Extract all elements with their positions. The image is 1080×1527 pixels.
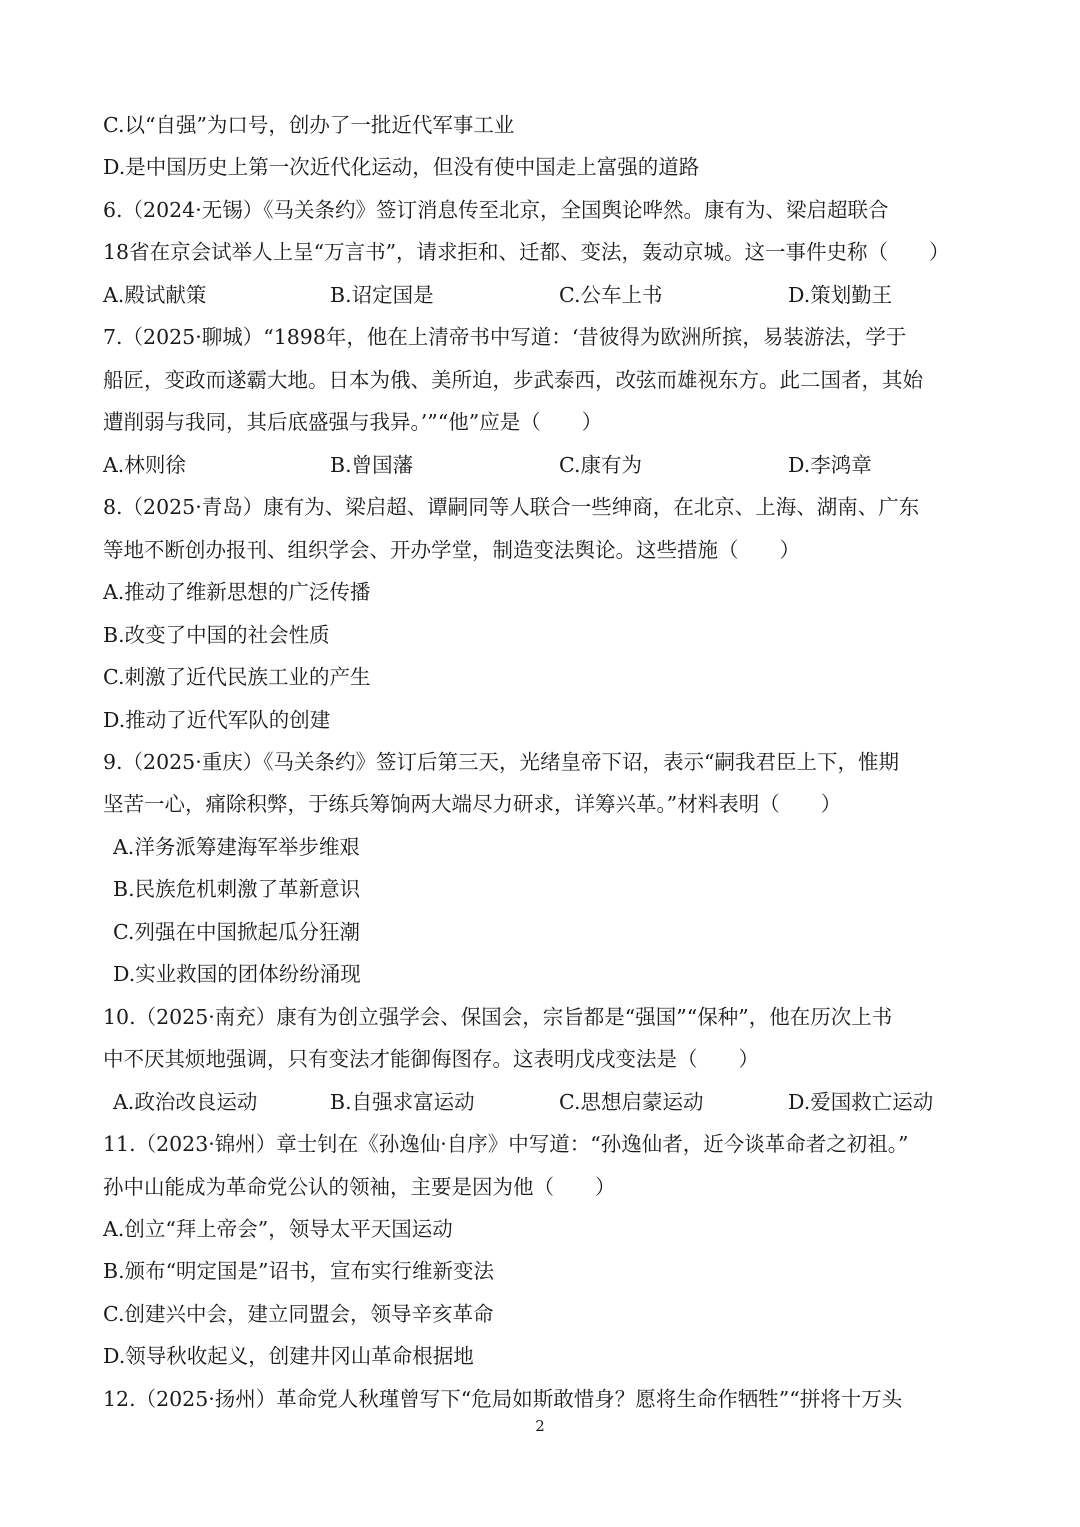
q11-stem-line-1: 11.（2023·锦州）章士钊在《孙逸仙·自序》中写道：“孙逸仙者，近今谈革命者之初祖。”: [103, 1132, 909, 1156]
q10-options: [113, 1086, 993, 1118]
q11-option-b: B.颁布“明定国是”诏书，宣布实行维新变法: [103, 1259, 495, 1283]
q6-option-c: C.公车上书: [559, 283, 663, 307]
q5-option-d: D.是中国历史上第一次近代化运动，但没有使中国走上富强的道路: [103, 155, 700, 179]
q8-option-b: B.改变了中国的社会性质: [103, 623, 330, 647]
q8-option-a: A.推动了维新思想的广泛传播: [103, 580, 371, 604]
q7-stem-line-2: 船匠，变政而遂霸大地。日本为俄、美所迫，步武泰西，改弦而雄视东方。此二国者，其始: [103, 368, 923, 392]
q6-option-a: A.殿试献策: [103, 283, 207, 307]
q10-option-a: A.政治改良运动: [113, 1090, 258, 1114]
q7-option-c: C.康有为: [559, 453, 642, 477]
q8-option-d: D.推动了近代军队的创建: [103, 708, 331, 732]
q6-options: [103, 279, 983, 311]
q10-option-c: C.思想启蒙运动: [559, 1090, 704, 1114]
q10-stem-line-2: 中不厌其烦地强调，只有变法才能御侮图存。这表明戊戌变法是（ ）: [103, 1047, 759, 1071]
q6-stem-line-2: 18省在京会试举人上呈“万言书”，请求拒和、迁都、变法，轰动京城。这一事件史称（ ）: [103, 240, 950, 264]
page-number: 2: [535, 1417, 545, 1435]
q7-stem-line-1: 7.（2025·聊城）“1898年，他在上清帝书中写道：‘昔彼得为欧洲所摈，易装游法，学于: [103, 325, 907, 349]
q9-option-c: C.列强在中国掀起瓜分狂潮: [113, 920, 360, 944]
q7-option-b: B.曾国藩: [330, 453, 414, 477]
q7-option-a: A.林则徐: [103, 453, 186, 477]
q12-stem-line-1: 12.（2025·扬州）革命党人秋瑾曾写下“危局如斯敢惜身？愿将生命作牺牲”“拼将十万头: [103, 1387, 903, 1411]
q6-option-d: D.策划勤王: [788, 283, 893, 307]
q8-option-c: C.刺激了近代民族工业的产生: [103, 665, 371, 689]
q10-option-d: D.爱国救亡运动: [788, 1090, 934, 1114]
q9-option-b: B.民族危机刺激了革新意识: [113, 877, 361, 901]
q11-option-a: A.创立“拜上帝会”，领导太平天国运动: [103, 1217, 453, 1241]
q6-stem-line-1: 6.（2024·无锡）《马关条约》签订消息传至北京，全国舆论哗然。康有为、梁启超联合: [103, 198, 889, 222]
q11-option-d: D.领导秋收起义，创建井冈山革命根据地: [103, 1344, 474, 1368]
q11-stem-line-2: 孙中山能成为革命党公认的领袖，主要是因为他（ ）: [103, 1175, 616, 1199]
q9-stem-line-2: 坚苦一心，痛除积弊，于练兵筹饷两大端尽力研求，详筹兴革。”材料表明（ ）: [103, 792, 842, 816]
q7-stem-line-3: 遭削弱与我同，其后底盛强与我异。’”“他”应是（ ）: [103, 410, 603, 434]
q9-stem-line-1: 9.（2025·重庆）《马关条约》签订后第三天，光绪皇帝下诏，表示“嗣我君臣上下，惟期: [103, 750, 899, 774]
q8-stem-line-2: 等地不断创办报刊、组织学会、开办学堂，制造变法舆论。这些措施（ ）: [103, 538, 800, 562]
q10-option-b: B.自强求富运动: [330, 1090, 475, 1114]
q9-option-a: A.洋务派筹建海军举步维艰: [113, 835, 360, 859]
q5-option-c: C.以“自强”为口号，创办了一批近代军事工业: [103, 113, 515, 137]
q6-option-b: B.诏定国是: [330, 283, 434, 307]
q9-option-d: D.实业救国的团体纷纷涌现: [113, 962, 361, 986]
q7-option-d: D.李鸿章: [788, 453, 872, 477]
q10-stem-line-1: 10.（2025·南充）康有为创立强学会、保国会，宗旨都是“强国”“保种”，他在历次上书: [103, 1005, 893, 1029]
q7-options: [103, 449, 983, 481]
q8-stem-line-1: 8.（2025·青岛）康有为、梁启超、谭嗣同等人联合一些绅商，在北京、上海、湖南、广东: [103, 495, 920, 519]
q11-option-c: C.创建兴中会，建立同盟会，领导辛亥革命: [103, 1302, 494, 1326]
